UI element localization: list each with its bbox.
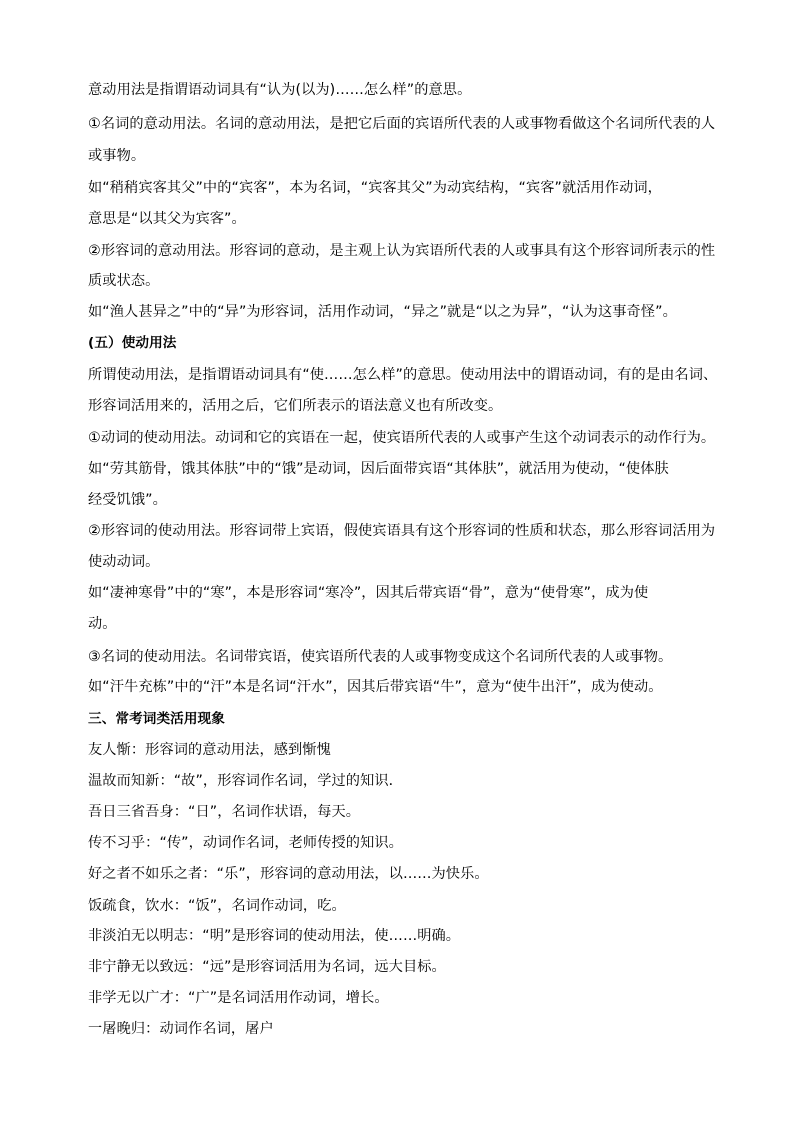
paragraph-line: 或事物。 <box>88 148 146 164</box>
list-item: 非宁静无以致远：“远”是形容词活用为名词，远大目标。 <box>88 959 446 975</box>
paragraph-line: 如“稍稍宾客其父”中的“宾客”，本为名词，“宾客其父”为动宾结构，“宾客”就活用作动词， <box>88 180 662 196</box>
list-item: 友人惭：形容词的意动用法，感到惭愧 <box>88 742 331 758</box>
list-item: 饭疏食，饮水：“饭”，名词作动词，吃。 <box>88 898 346 914</box>
paragraph-line: 使动动词。 <box>88 554 160 570</box>
paragraph-line: 如“凄神寒骨”中的“寒”，本是形容词“寒冷”，因其后带宾语“骨”，意为“使骨寒”，成为使 <box>88 585 649 601</box>
paragraph-line: 形容词活用来的，活用之后，它们所表示的语法意义也有所改变。 <box>88 398 503 414</box>
paragraph-line: 如“渔人甚异之”中的“异”为形容词，活用作动词，“异之”就是“以之为异”，“认为这事奇怪”。 <box>88 304 677 320</box>
paragraph-line: ②形容词的意动用法。形容词的意动，是主观上认为宾语所代表的人或事具有这个形容词所表示的性 <box>88 243 716 259</box>
section-heading: 三、常考词类活用现象 <box>88 711 225 727</box>
paragraph-line: 动。 <box>88 616 117 632</box>
list-item: 非淡泊无以明志：“明”是形容词的使动用法，使……明确。 <box>88 928 461 944</box>
list-item: 传不习乎：“传”，动词作名词，老师传授的知识。 <box>88 835 403 851</box>
list-item: 温故而知新：“故”，形容词作名词，学过的知识． <box>88 773 403 789</box>
paragraph-line: 所谓使动用法，是指谓语动词具有“使……怎么样”的意思。使动用法中的谓语动词，有的是由名词、 <box>88 367 718 383</box>
list-item: 好之者不如乐之者：“乐”，形容词的意动用法，以……为快乐。 <box>88 866 489 882</box>
paragraph-line: 如“汗牛充栋”中的“汗”本是名词“汗水”，因其后带宾语“牛”，意为“使牛出汗”，成为使动。 <box>88 679 663 695</box>
paragraph-line: 意思是“以其父为宾客”。 <box>88 211 246 227</box>
paragraph-line: 如“劳其筋骨，饿其体肤”中的“饿”是动词，因后面带宾语“其体肤”，就活用为使动，“使体肤 <box>88 461 669 477</box>
paragraph-line: 意动用法是指谓语动词具有“认为(以为)……怎么样”的意思。 <box>88 82 472 98</box>
paragraph-line: ①名词的意动用法。名词的意动用法，是把它后面的宾语所代表的人或事物看做这个名词所代表的人 <box>88 116 716 132</box>
paragraph-line: 质或状态。 <box>88 273 160 289</box>
section-heading: (五）使动用法 <box>88 335 177 351</box>
paragraph-line: 经受饥饿”。 <box>88 492 167 508</box>
list-item: 一屠晚归：动词作名词，屠户 <box>88 1021 274 1037</box>
paragraph-line: ③名词的使动用法。名词带宾语，使宾语所代表的人或事物变成这个名词所代表的人或事物。 <box>88 649 673 665</box>
list-item: 吾日三省吾身：“日”，名词作状语，每天。 <box>88 804 361 820</box>
paragraph-line: ②形容词的使动用法。形容词带上宾语，假使宾语具有这个形容词的性质和状态，那么形容词活用为 <box>88 523 716 539</box>
paragraph-line: ①动词的使动用法。动词和它的宾语在一起，使宾语所代表的人或事产生这个动词表示的动作行为。 <box>88 430 716 446</box>
list-item: 非学无以广才：“广”是名词活用作动词，增长。 <box>88 990 389 1006</box>
